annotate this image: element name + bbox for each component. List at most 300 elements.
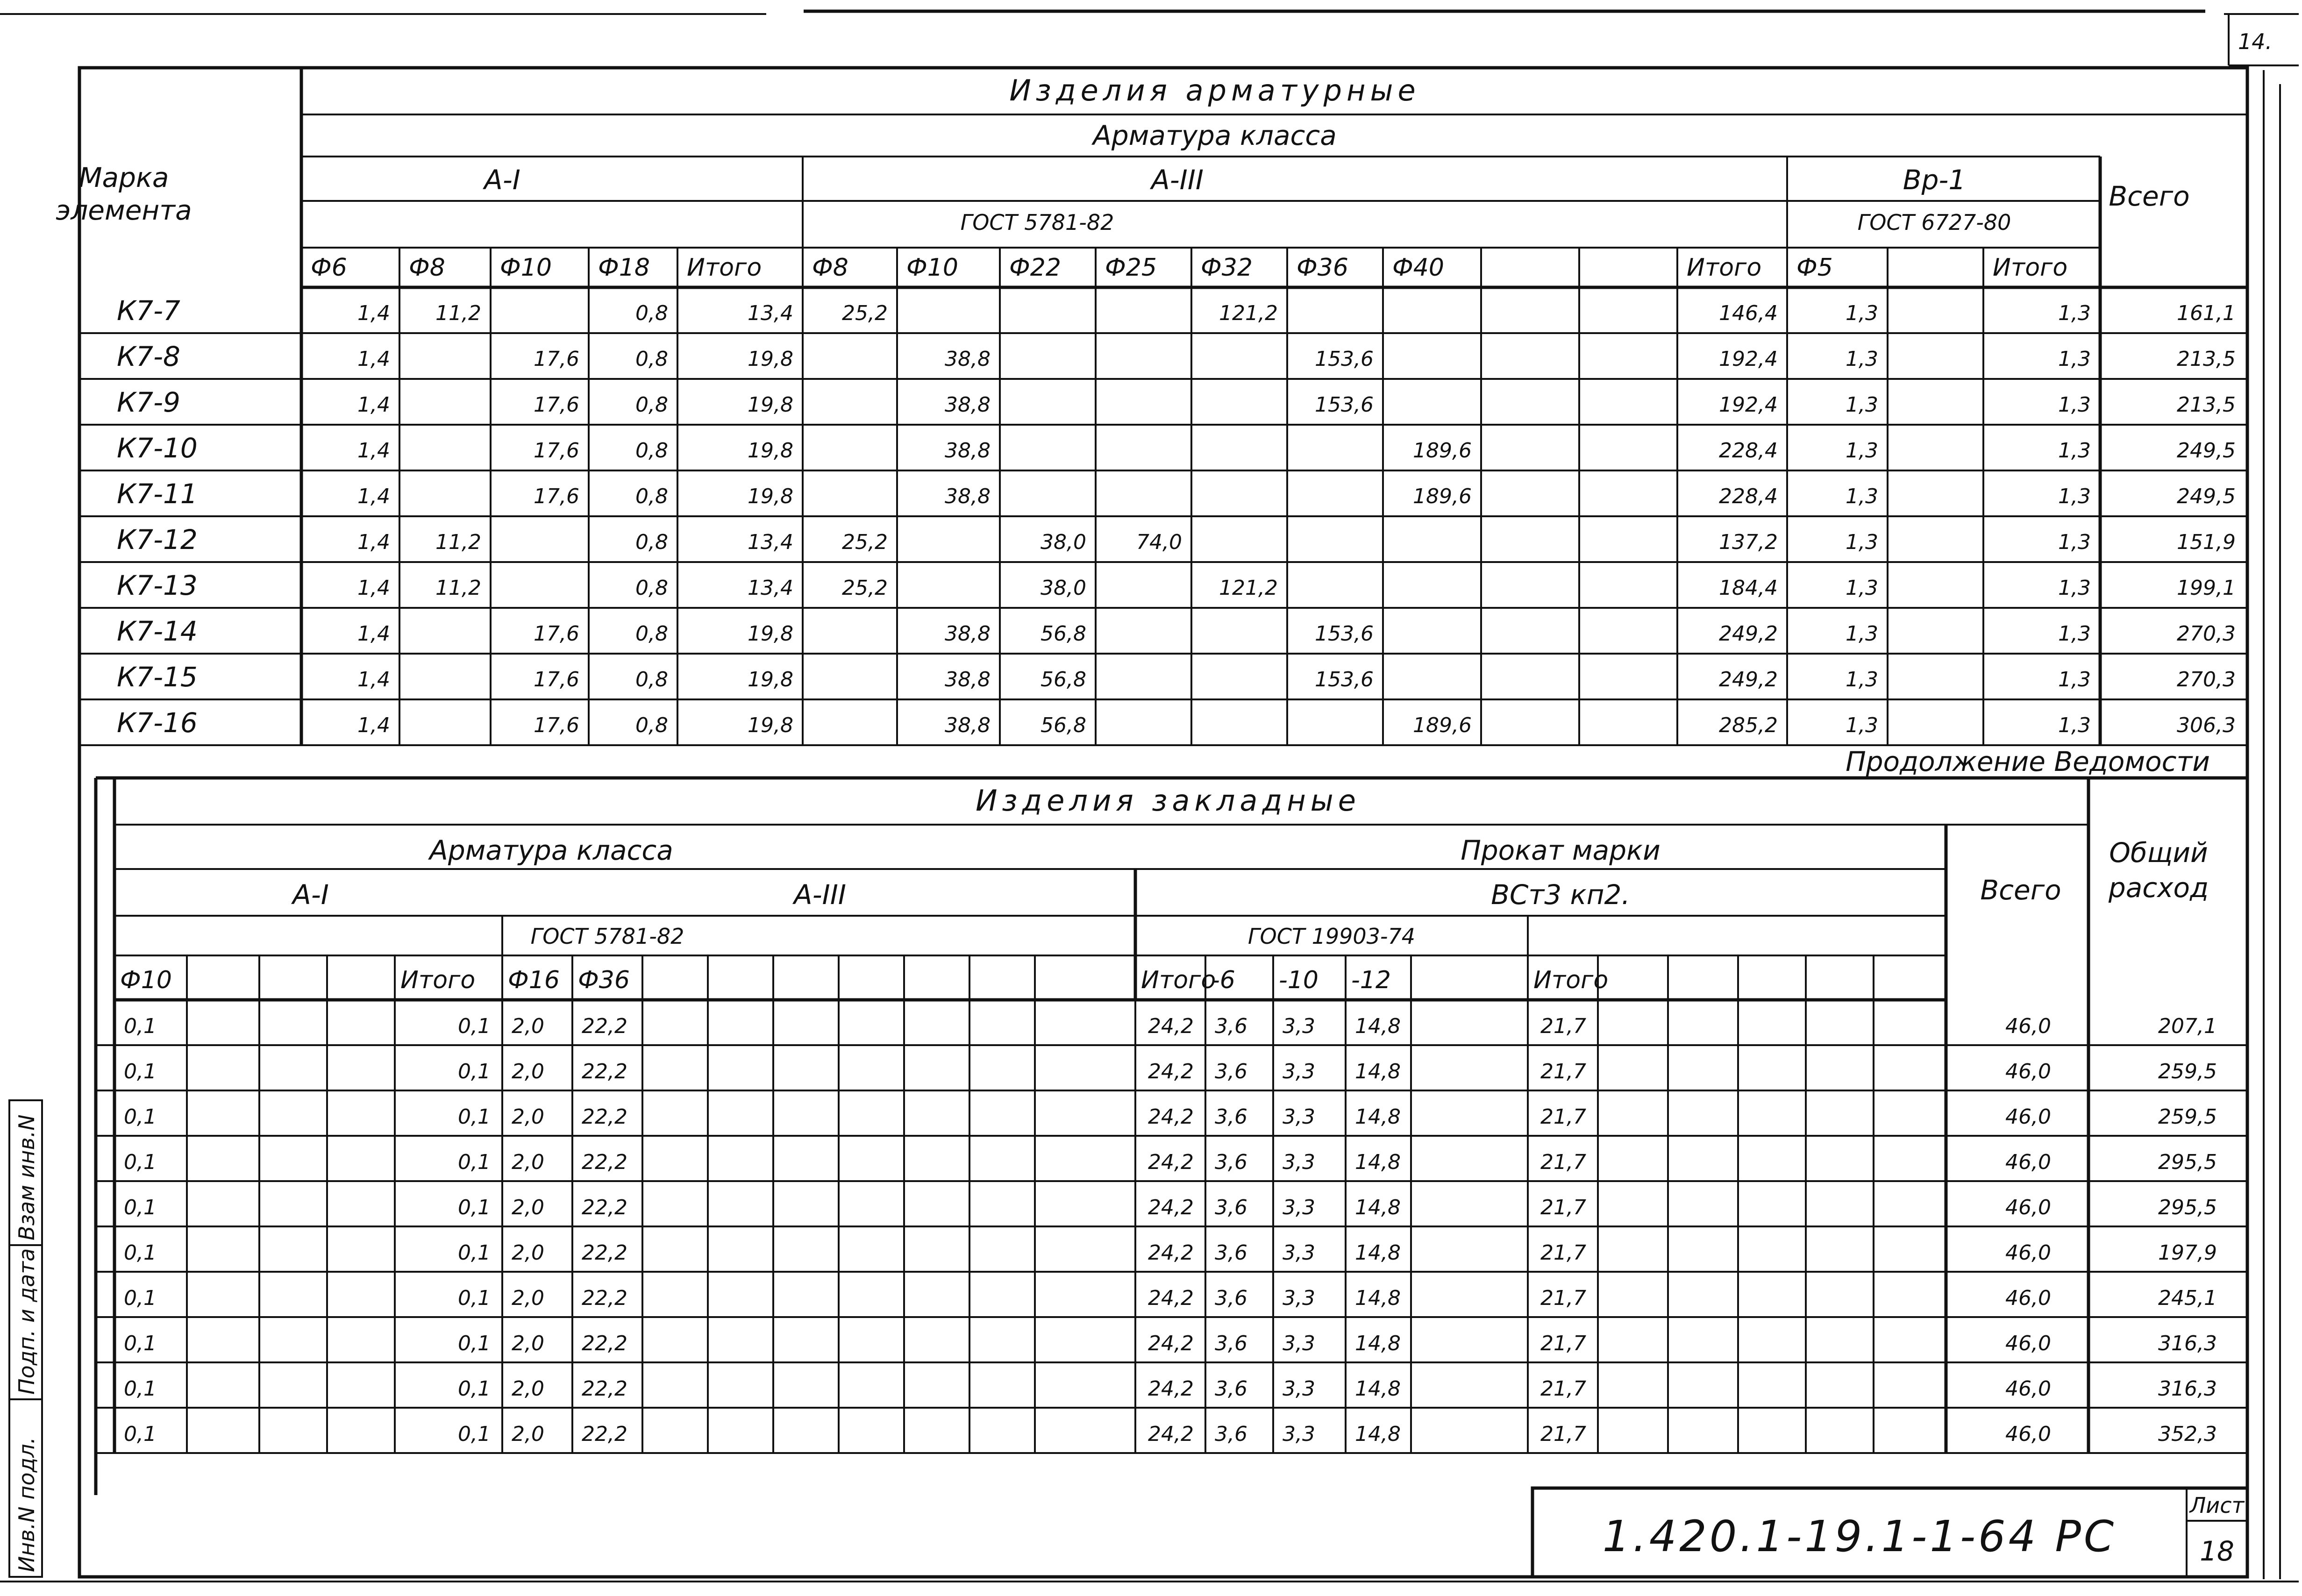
upper-table-row <box>117 478 2236 510</box>
upper-cell: 0,8 <box>635 530 668 554</box>
lower-row-total: 46,0 <box>2005 1105 2051 1129</box>
lower-cell: 3,3 <box>1283 1014 1315 1038</box>
element-mark: К7-9 <box>117 386 180 418</box>
lower-cell: 0,1 <box>458 1332 491 1355</box>
lower-col-head: Итого <box>400 966 476 994</box>
upper-cell: 1,3 <box>2058 347 2091 371</box>
upper-cell: 38,8 <box>945 393 991 417</box>
lower-cell: 24,2 <box>1148 1332 1194 1355</box>
upper-col-head: Ф10 <box>500 254 552 282</box>
lower-cell: 22,2 <box>582 1196 627 1219</box>
upper-cell: 38,8 <box>945 439 991 463</box>
mark-header-line1: Марка <box>78 162 169 193</box>
lower-cell: 0,1 <box>458 1422 491 1446</box>
lower-cell: 14,8 <box>1355 1332 1401 1355</box>
lower-cell: 14,8 <box>1355 1014 1401 1038</box>
lower-cell: 3,3 <box>1283 1105 1315 1129</box>
upper-cell: 11,2 <box>435 301 481 325</box>
upper-cell: 1,3 <box>2058 713 2091 737</box>
upper-row-total: 270,3 <box>2177 622 2236 646</box>
upper-row-total: 306,3 <box>2177 713 2236 737</box>
upper-row-total: 199,1 <box>2177 576 2236 600</box>
lower-cell: 0,1 <box>458 1196 491 1219</box>
lower-cell: 21,7 <box>1540 1150 1586 1174</box>
upper-cell: 1,3 <box>1846 713 1878 737</box>
upper-cell: 0,8 <box>635 622 668 646</box>
lower-cell: 3,6 <box>1215 1150 1247 1174</box>
lower-cell: 0,1 <box>124 1196 157 1219</box>
lower-cell: 2,0 <box>512 1105 544 1129</box>
upper-row-total: 270,3 <box>2177 668 2236 691</box>
lower-cell: 21,7 <box>1540 1377 1586 1401</box>
lower-cell: 21,7 <box>1540 1105 1586 1129</box>
upper-cell: 1,3 <box>1846 347 1878 371</box>
lower-row-total: 46,0 <box>2005 1332 2051 1355</box>
lower-cell: 2,0 <box>512 1150 544 1174</box>
lower-cell: 22,2 <box>582 1286 627 1310</box>
lower-cell: 3,3 <box>1283 1377 1315 1401</box>
mark-header-line2: элемента <box>56 194 192 226</box>
element-mark: К7-16 <box>117 707 198 739</box>
upper-cell: 1,3 <box>1846 393 1878 417</box>
upper-cell: 146,4 <box>1719 301 1778 325</box>
lower-cell: 21,7 <box>1540 1060 1586 1083</box>
upper-cell: 38,0 <box>1041 576 1086 600</box>
lower-cell: 2,0 <box>512 1241 544 1265</box>
upper-cell: 11,2 <box>435 530 481 554</box>
grand-total: 295,5 <box>2158 1150 2217 1174</box>
upper-cell: 17,6 <box>534 668 579 691</box>
lower-cell: 2,0 <box>512 1196 544 1219</box>
upper-cell: 153,6 <box>1315 347 1374 371</box>
gost-5781-lower: ГОСТ 5781-82 <box>530 924 684 949</box>
upper-table-row <box>117 524 2236 556</box>
lower-cell: 14,8 <box>1355 1196 1401 1219</box>
upper-cell: 56,8 <box>1041 668 1086 691</box>
lower-cell: 14,8 <box>1355 1105 1401 1129</box>
upper-cell: 19,8 <box>748 439 793 463</box>
lower-cell: 14,8 <box>1355 1150 1401 1174</box>
grand-total: 207,1 <box>2158 1014 2217 1038</box>
upper-cell: 1,4 <box>357 484 390 508</box>
lower-table-row <box>124 1377 2217 1401</box>
upper-cell: 0,8 <box>635 484 668 508</box>
lower-table-row <box>124 1286 2217 1310</box>
element-mark: К7-15 <box>117 661 198 693</box>
upper-row-total: 151,9 <box>2177 530 2236 554</box>
lower-cell: 21,7 <box>1540 1196 1586 1219</box>
lower-cell: 2,0 <box>512 1377 544 1401</box>
upper-cell: 1,4 <box>357 668 390 691</box>
upper-cell: 121,2 <box>1219 301 1278 325</box>
upper-cell: 0,8 <box>635 393 668 417</box>
upper-col-head: Ф22 <box>1009 254 1061 282</box>
lower-row-total: 46,0 <box>2005 1150 2051 1174</box>
lower-group-a1: А-I <box>292 879 329 911</box>
lower-row-total: 46,0 <box>2005 1422 2051 1446</box>
lower-col-head: Ф36 <box>578 966 630 994</box>
lower-col-head: Итого <box>1533 966 1609 994</box>
lower-cell: 0,1 <box>124 1422 157 1446</box>
upper-cell: 38,8 <box>945 713 991 737</box>
lower-cell: 22,2 <box>582 1150 627 1174</box>
upper-title: Изделия арматурные <box>1009 73 1420 107</box>
upper-cell: 153,6 <box>1315 393 1374 417</box>
upper-cell: 249,2 <box>1719 668 1778 691</box>
lower-cell: 3,6 <box>1215 1286 1247 1310</box>
lower-cell: 24,2 <box>1148 1286 1194 1310</box>
upper-cell: 38,0 <box>1041 530 1086 554</box>
upper-row-total: 213,5 <box>2177 393 2236 417</box>
lower-cell: 0,1 <box>458 1105 491 1129</box>
grand-total: 259,5 <box>2158 1060 2217 1083</box>
lower-cell: 0,1 <box>124 1105 157 1129</box>
lower-cell: 3,6 <box>1215 1422 1247 1446</box>
lower-cell: 14,8 <box>1355 1060 1401 1083</box>
upper-cell: 1,3 <box>2058 576 2091 600</box>
group-a3: А-III <box>1151 164 1204 196</box>
lower-cell: 3,3 <box>1283 1150 1315 1174</box>
upper-col-head: Ф40 <box>1392 254 1444 282</box>
upper-col-head: Ф25 <box>1105 254 1157 282</box>
upper-cell: 17,6 <box>534 713 579 737</box>
upper-cell: 1,3 <box>1846 576 1878 600</box>
upper-cell: 19,8 <box>748 484 793 508</box>
upper-cell: 25,2 <box>842 530 888 554</box>
lower-cell: 0,1 <box>458 1014 491 1038</box>
upper-cell: 38,8 <box>945 668 991 691</box>
upper-cell: 189,6 <box>1413 713 1472 737</box>
lower-cell: 24,2 <box>1148 1014 1194 1038</box>
lower-cell: 22,2 <box>582 1060 627 1083</box>
upper-cell: 1,4 <box>357 301 390 325</box>
lower-cell: 24,2 <box>1148 1150 1194 1174</box>
lower-col-head: -12 <box>1351 966 1391 994</box>
upper-col-head: Ф10 <box>906 254 958 282</box>
upper-cell: 153,6 <box>1315 668 1374 691</box>
lower-table-row <box>124 1241 2217 1265</box>
lower-cell: 3,6 <box>1215 1014 1247 1038</box>
upper-row-total: 249,5 <box>2177 484 2236 508</box>
upper-col-head: Ф6 <box>311 254 347 282</box>
lower-cell: 0,1 <box>124 1060 157 1083</box>
lower-cell: 22,2 <box>582 1241 627 1265</box>
upper-cell: 13,4 <box>748 530 793 554</box>
lower-cell: 21,7 <box>1540 1014 1586 1038</box>
group-bp1: Вр-1 <box>1903 164 1966 196</box>
upper-cell: 1,3 <box>2058 439 2091 463</box>
grand-header-line1: Общий <box>2109 837 2208 869</box>
upper-cell: 17,6 <box>534 484 579 508</box>
upper-cell: 1,4 <box>357 393 390 417</box>
lower-cell: 22,2 <box>582 1105 627 1129</box>
lower-cell: 3,3 <box>1283 1196 1315 1219</box>
upper-cell: 13,4 <box>748 301 793 325</box>
lower-cell: 21,7 <box>1540 1241 1586 1265</box>
lower-cell: 0,1 <box>458 1241 491 1265</box>
sheet-number: 18 <box>2200 1535 2234 1567</box>
lower-cell: 0,1 <box>124 1014 157 1038</box>
lower-cell: 21,7 <box>1540 1422 1586 1446</box>
lower-cell: 2,0 <box>512 1332 544 1355</box>
side-label-replace: Взам инв.N <box>14 1114 39 1240</box>
document-code: 1.420.1-19.1-1-64 РС <box>1602 1511 2117 1561</box>
gost-19903: ГОСТ 19903-74 <box>1247 924 1416 949</box>
element-mark: К7-11 <box>117 478 198 510</box>
upper-table-row <box>117 661 2236 693</box>
lower-col-head: -6 <box>1211 966 1235 994</box>
upper-cell: 137,2 <box>1719 530 1778 554</box>
upper-cell: 228,4 <box>1719 439 1778 463</box>
upper-col-head: Ф36 <box>1297 254 1348 282</box>
upper-cell: 1,3 <box>2058 484 2091 508</box>
upper-col-head: Итого <box>1687 254 1762 282</box>
upper-col-head: Ф8 <box>812 254 848 282</box>
upper-cell: 17,6 <box>534 439 579 463</box>
upper-cell: 285,2 <box>1719 713 1778 737</box>
lower-cell: 3,3 <box>1283 1332 1315 1355</box>
upper-col-head: Ф8 <box>409 254 445 282</box>
lower-cell: 21,7 <box>1540 1286 1586 1310</box>
lower-cell: 14,8 <box>1355 1286 1401 1310</box>
upper-cell: 19,8 <box>748 393 793 417</box>
grand-total: 197,9 <box>2158 1241 2217 1265</box>
upper-cell: 1,3 <box>2058 393 2091 417</box>
upper-cell: 56,8 <box>1041 622 1086 646</box>
upper-table-row <box>117 341 2236 372</box>
lower-row-total: 46,0 <box>2005 1286 2051 1310</box>
side-label-sign: Подп. и дата <box>14 1248 39 1395</box>
upper-row-total: 161,1 <box>2177 301 2236 325</box>
upper-cell: 0,8 <box>635 301 668 325</box>
upper-cell: 0,8 <box>635 668 668 691</box>
upper-table-row <box>117 615 2236 647</box>
upper-cell: 184,4 <box>1719 576 1778 600</box>
lower-table-row <box>124 1422 2217 1446</box>
lower-row-total: 46,0 <box>2005 1241 2051 1265</box>
lower-cell: 3,6 <box>1215 1241 1247 1265</box>
lower-cell: 24,2 <box>1148 1241 1194 1265</box>
lower-row-total: 46,0 <box>2005 1196 2051 1219</box>
upper-table-row <box>117 707 2236 739</box>
element-mark: К7-8 <box>117 341 180 372</box>
lower-cell: 24,2 <box>1148 1422 1194 1446</box>
lower-cell: 3,3 <box>1283 1422 1315 1446</box>
title-block <box>1532 1488 2247 1577</box>
lower-col-head: Ф16 <box>508 966 560 994</box>
lower-cell: 3,3 <box>1283 1241 1315 1265</box>
upper-table-row <box>117 295 2236 327</box>
lower-cell: 22,2 <box>582 1377 627 1401</box>
lower-title: Изделия закладные <box>976 784 1361 818</box>
grand-total: 245,1 <box>2158 1286 2217 1310</box>
upper-col-head: Ф5 <box>1796 254 1833 282</box>
upper-cell: 1,3 <box>1846 622 1878 646</box>
upper-cell: 121,2 <box>1219 576 1278 600</box>
lower-table-row <box>124 1105 2217 1129</box>
lower-row-total: 46,0 <box>2005 1060 2051 1083</box>
upper-cell: 1,4 <box>357 576 390 600</box>
upper-cell: 189,6 <box>1413 484 1472 508</box>
rolled-header: Прокат марки <box>1461 834 1661 866</box>
upper-cell: 1,3 <box>1846 530 1878 554</box>
element-mark: К7-10 <box>117 432 198 464</box>
lower-cell: 0,1 <box>124 1150 157 1174</box>
upper-cell: 249,2 <box>1719 622 1778 646</box>
gost-5781-upper: ГОСТ 5781-82 <box>960 210 1114 235</box>
upper-cell: 192,4 <box>1719 393 1778 417</box>
lower-table-row <box>124 1332 2217 1355</box>
element-mark: К7-12 <box>117 524 198 556</box>
lower-cell: 0,1 <box>458 1286 491 1310</box>
grand-total: 316,3 <box>2158 1377 2217 1401</box>
lower-cell: 0,1 <box>458 1377 491 1401</box>
grand-total: 316,3 <box>2158 1332 2217 1355</box>
upper-cell: 189,6 <box>1413 439 1472 463</box>
lower-cell: 24,2 <box>1148 1060 1194 1083</box>
upper-cell: 17,6 <box>534 622 579 646</box>
embedded-products-table <box>96 778 2247 1495</box>
upper-cell: 19,8 <box>748 668 793 691</box>
lower-cell: 14,8 <box>1355 1377 1401 1401</box>
lower-cell: 2,0 <box>512 1014 544 1038</box>
page-mark: 14. <box>2238 29 2273 54</box>
upper-total-header: Всего <box>2109 180 2190 212</box>
upper-class-header: Арматура класса <box>1093 120 1337 151</box>
upper-table-row <box>117 432 2236 464</box>
upper-cell: 38,8 <box>945 347 991 371</box>
lower-row-total: 46,0 <box>2005 1014 2051 1038</box>
upper-cell: 19,8 <box>748 347 793 371</box>
lower-table-row <box>124 1060 2217 1083</box>
upper-cell: 19,8 <box>748 713 793 737</box>
upper-row-total: 249,5 <box>2177 439 2236 463</box>
upper-col-head: Ф18 <box>598 254 650 282</box>
upper-cell: 38,8 <box>945 622 991 646</box>
grand-total: 352,3 <box>2158 1422 2217 1446</box>
upper-cell: 17,6 <box>534 393 579 417</box>
upper-cell: 228,4 <box>1719 484 1778 508</box>
lower-row-total: 46,0 <box>2005 1377 2051 1401</box>
lower-cell: 3,6 <box>1215 1332 1247 1355</box>
lower-cell: 22,2 <box>582 1422 627 1446</box>
upper-cell: 19,8 <box>748 622 793 646</box>
element-mark: К7-7 <box>117 295 180 327</box>
upper-cell: 1,3 <box>1846 439 1878 463</box>
lower-col-head: Ф10 <box>120 966 172 994</box>
lower-cell: 3,3 <box>1283 1060 1315 1083</box>
lower-group-a3: А-III <box>794 879 846 911</box>
lower-cell: 0,1 <box>124 1286 157 1310</box>
upper-col-head: Ф32 <box>1201 254 1253 282</box>
upper-cell: 1,3 <box>1846 301 1878 325</box>
lower-cell: 0,1 <box>458 1150 491 1174</box>
reinforcement-products-table <box>56 68 2247 745</box>
lower-cell: 3,6 <box>1215 1105 1247 1129</box>
upper-cell: 1,3 <box>2058 668 2091 691</box>
lower-cell: 0,1 <box>124 1377 157 1401</box>
sheet-label: Лист <box>2189 1493 2245 1518</box>
lower-col-head: -10 <box>1279 966 1318 994</box>
side-label-inv: Инв.N подл. <box>14 1437 39 1572</box>
lower-cell: 0,1 <box>458 1060 491 1083</box>
lower-cell: 2,0 <box>512 1422 544 1446</box>
lower-cell: 24,2 <box>1148 1196 1194 1219</box>
upper-cell: 0,8 <box>635 713 668 737</box>
upper-cell: 1,4 <box>357 530 390 554</box>
upper-cell: 1,3 <box>1846 668 1878 691</box>
upper-cell: 153,6 <box>1315 622 1374 646</box>
upper-cell: 74,0 <box>1136 530 1182 554</box>
upper-cell: 1,4 <box>357 347 390 371</box>
grand-total: 295,5 <box>2158 1196 2217 1219</box>
lower-class-header: Арматура класса <box>429 834 673 866</box>
upper-col-head: Итого <box>687 254 762 282</box>
lower-cell: 3,6 <box>1215 1196 1247 1219</box>
grand-header-line2: расход <box>2108 872 2209 904</box>
upper-cell: 0,8 <box>635 439 668 463</box>
upper-cell: 1,3 <box>2058 622 2091 646</box>
lower-total-header: Всего <box>1980 874 2061 906</box>
upper-cell: 0,8 <box>635 576 668 600</box>
upper-row-total: 213,5 <box>2177 347 2236 371</box>
lower-cell: 3,3 <box>1283 1286 1315 1310</box>
upper-cell: 0,8 <box>635 347 668 371</box>
upper-cell: 11,2 <box>435 576 481 600</box>
lower-cell: 24,2 <box>1148 1105 1194 1129</box>
upper-table-row <box>117 570 2236 601</box>
upper-cell: 25,2 <box>842 301 888 325</box>
upper-cell: 1,3 <box>1846 484 1878 508</box>
upper-cell: 25,2 <box>842 576 888 600</box>
lower-cell: 0,1 <box>124 1332 157 1355</box>
lower-cell: 3,6 <box>1215 1060 1247 1083</box>
lower-cell: 2,0 <box>512 1060 544 1083</box>
lower-cell: 22,2 <box>582 1014 627 1038</box>
element-mark: К7-13 <box>117 570 198 601</box>
steel-grade: ВСт3 кп2. <box>1491 879 1630 911</box>
upper-col-head: Итого <box>1993 254 2068 282</box>
lower-cell: 0,1 <box>124 1241 157 1265</box>
side-stamp <box>9 1100 42 1577</box>
group-a1: А-I <box>484 164 520 196</box>
lower-cell: 24,2 <box>1148 1377 1194 1401</box>
upper-cell: 1,4 <box>357 713 390 737</box>
upper-cell: 1,3 <box>2058 530 2091 554</box>
upper-cell: 1,3 <box>2058 301 2091 325</box>
lower-cell: 14,8 <box>1355 1241 1401 1265</box>
upper-cell: 38,8 <box>945 484 991 508</box>
lower-table-row <box>124 1196 2217 1219</box>
upper-cell: 17,6 <box>534 347 579 371</box>
continuation-note: Продолжение Ведомости <box>1846 746 2210 777</box>
lower-cell: 2,0 <box>512 1286 544 1310</box>
upper-table-row <box>117 386 2236 418</box>
lower-cell: 22,2 <box>582 1332 627 1355</box>
upper-cell: 13,4 <box>748 576 793 600</box>
upper-cell: 1,4 <box>357 439 390 463</box>
element-mark: К7-14 <box>117 615 198 647</box>
upper-cell: 1,4 <box>357 622 390 646</box>
upper-cell: 192,4 <box>1719 347 1778 371</box>
lower-col-head: Итого <box>1141 966 1216 994</box>
grand-total: 259,5 <box>2158 1105 2217 1129</box>
lower-cell: 14,8 <box>1355 1422 1401 1446</box>
lower-table-row <box>124 1014 2217 1038</box>
upper-cell: 56,8 <box>1041 713 1086 737</box>
gost-6727: ГОСТ 6727-80 <box>1857 210 2011 235</box>
lower-cell: 21,7 <box>1540 1332 1586 1355</box>
